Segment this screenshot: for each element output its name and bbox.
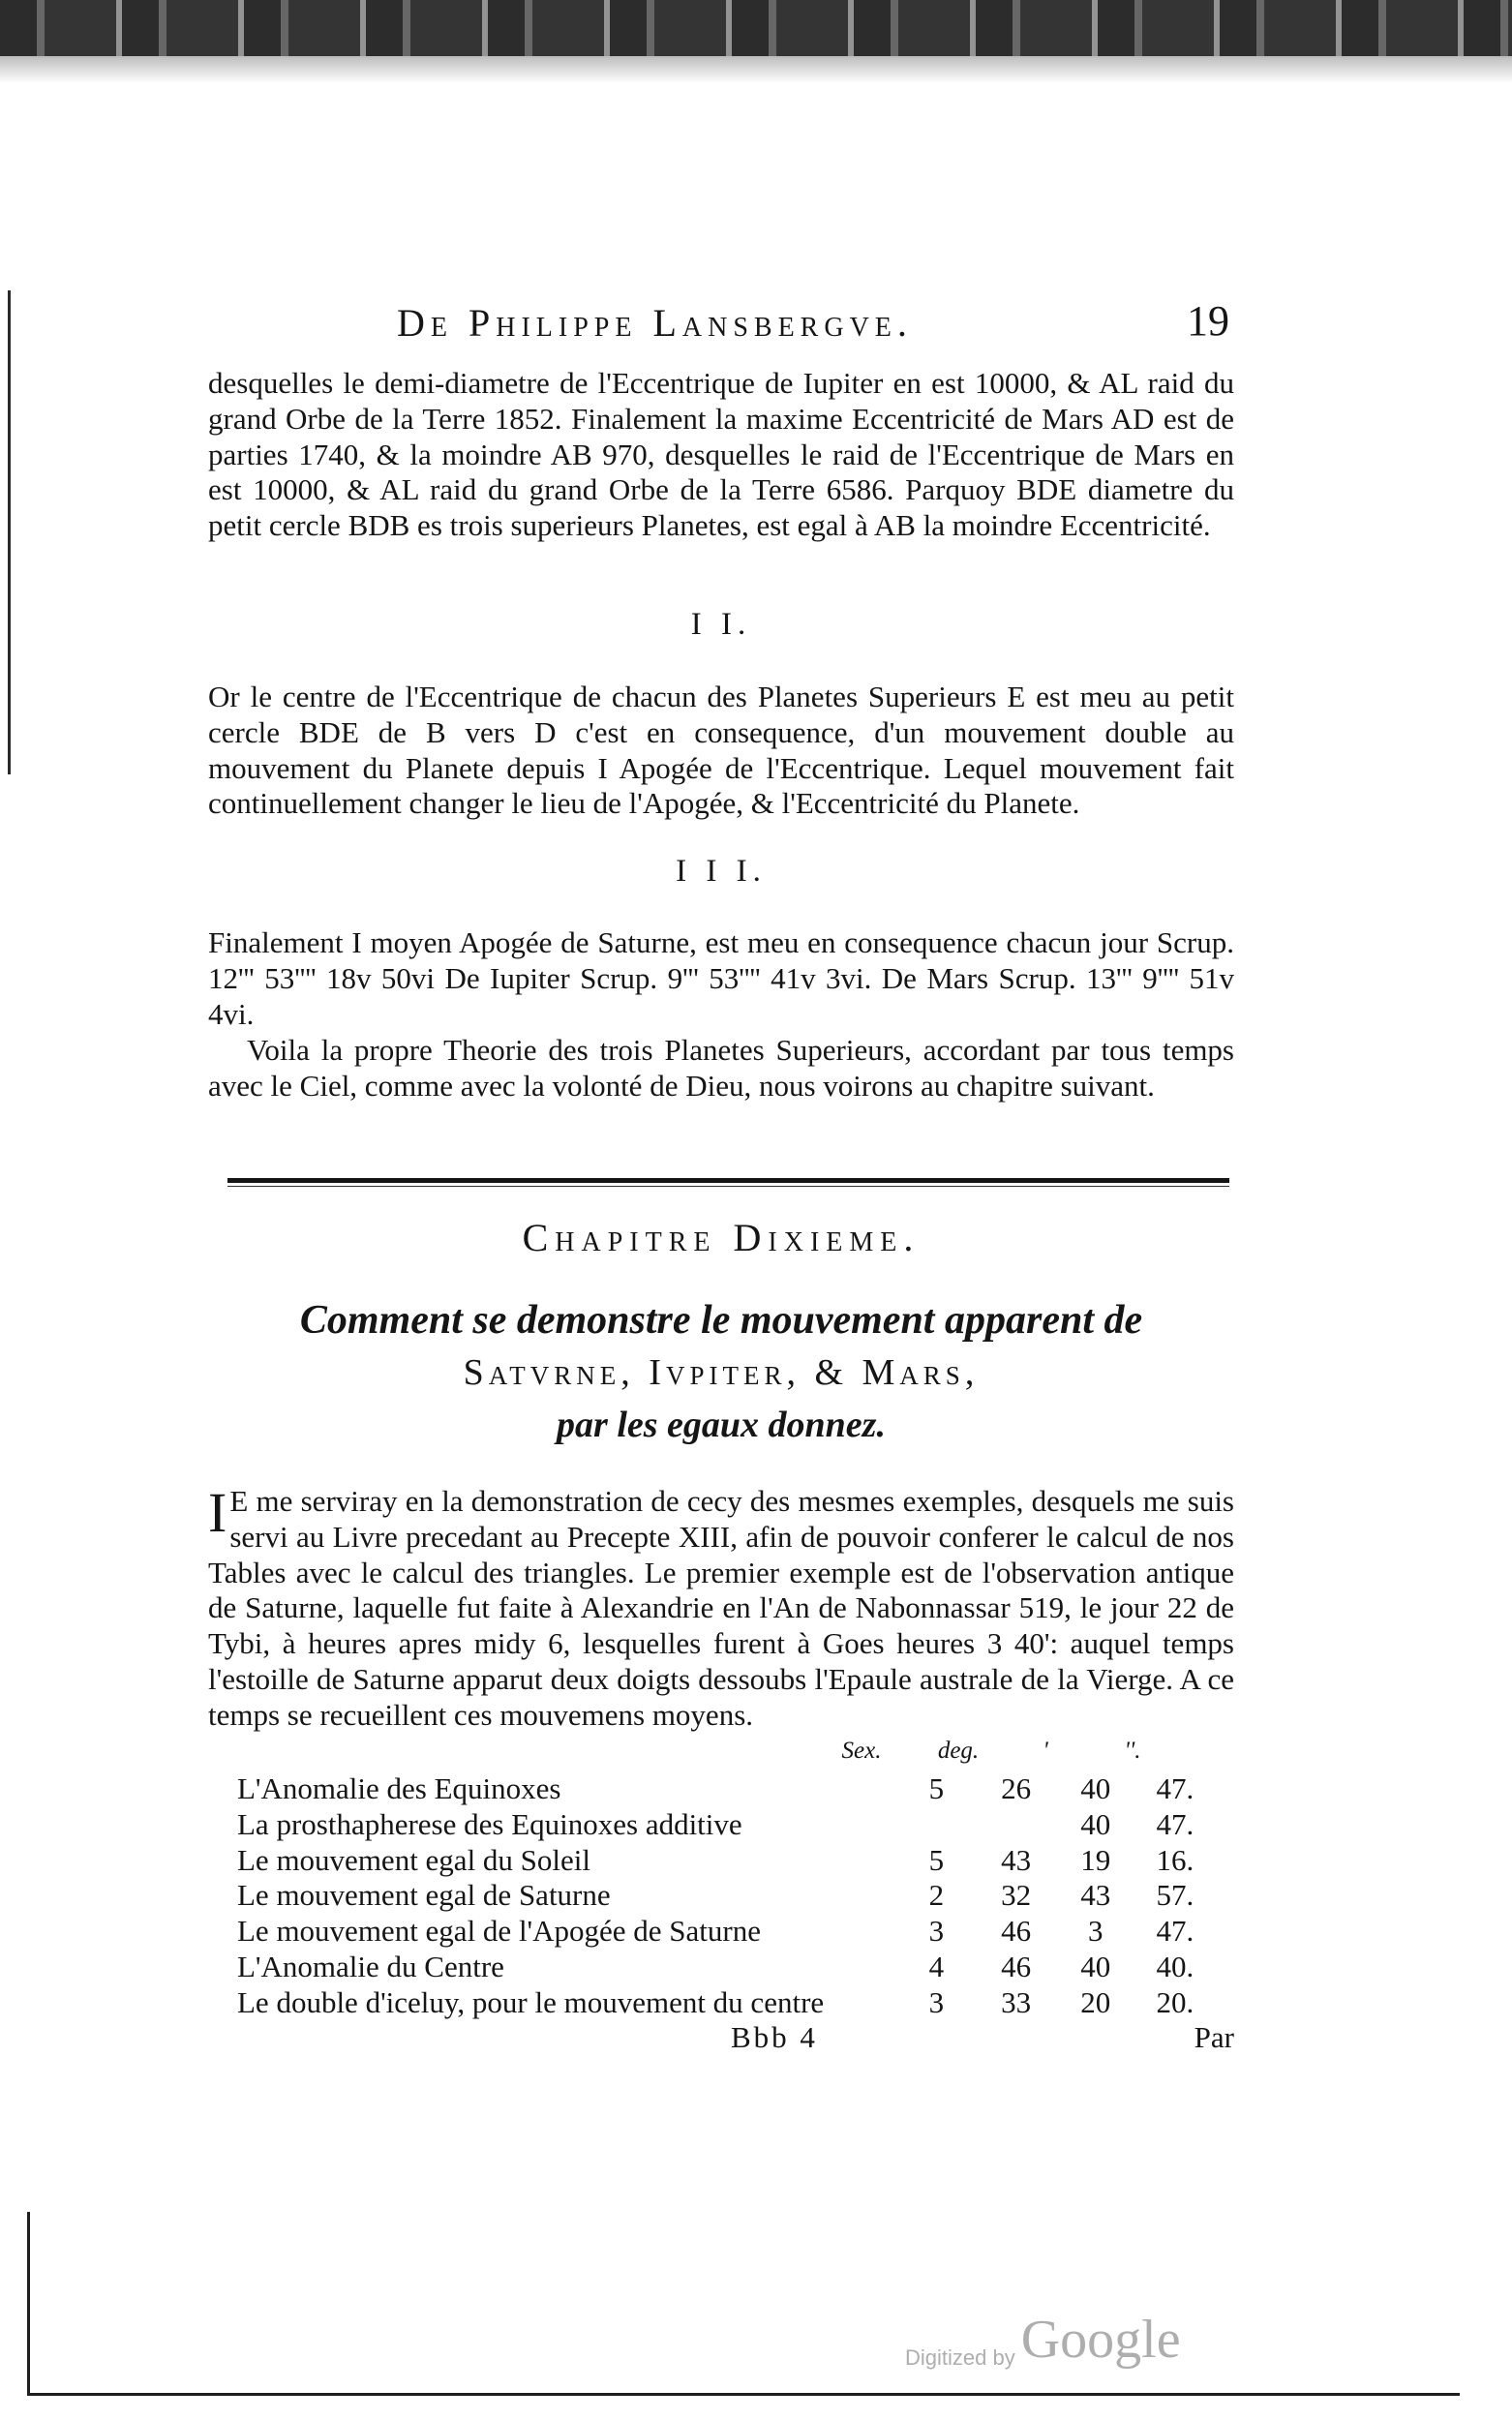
chapter-subtitle-line2: Satvrne, Ivpiter, & Mars, [463,1352,980,1393]
table-cell-label: La prosthapherese des Equinoxes additive [237,1806,742,1841]
table-cell-label: Le mouvement egal du Soleil [237,1842,591,1877]
section-number-3: I I I. [676,854,767,889]
col-head-deg: deg. [937,1738,980,1764]
table-cell-sex: 2 [928,1878,945,1913]
table-cell-deg: 32 [1001,1878,1032,1913]
table-cell-deg: 33 [1001,1984,1032,2019]
table-cell-sec: 47. [1156,1914,1194,1949]
mean-motions-table [237,1771,1215,2021]
chapter-rule-thin [227,1186,1229,1187]
chapter-rule-thick [227,1178,1229,1183]
table-row [237,1807,1215,1843]
catchword: Par [1194,2020,1234,2054]
col-head-sec: ''. [1124,1738,1141,1764]
table-cell-sec: 20. [1156,1984,1194,2019]
running-head-title: De Philippe Lansbergve. [397,301,913,345]
table-cell-deg [977,1807,1056,1843]
table-cell-min: 40 [1080,1771,1111,1805]
table-cell-sex: 3 [928,1914,945,1949]
table-cell-label: Le mouvement egal de Saturne [237,1878,611,1913]
table-cell-min: 40 [1080,1806,1111,1841]
table-cell-sec: 57. [1156,1878,1194,1913]
paragraph-1: desquelles le demi-diametre de l'Eccentrique de Iupiter en est 10000, & AL raid du grand Orbe de la Terre 1852. Finalement la maxime Eccentricité de Mars AD est de parties 1740, & la moindre AB 970, desquelles le raid de l'Eccentrique de Mars en est 10000, & AL raid du grand Orbe de la Terre 6586. Parquoy BDE diametre du petit cercle BDB es trois superieurs Planetes, est egal à AB la moindre Eccentricité. [208,366,1234,543]
table-row [237,1985,1215,2021]
digitized-watermark [905,2309,1181,2386]
table-row [237,1950,1215,1985]
table-cell-deg: 46 [1001,1949,1032,1983]
watermark-text: Digitized by [905,2345,1015,2370]
table-cell-sex: 5 [928,1842,945,1877]
table-row [237,1878,1215,1914]
table-cell-label: L'Anomalie des Equinoxes [237,1771,561,1805]
chapter-subtitle-line3: par les egaux donnez. [557,1405,886,1445]
table-cell-deg: 46 [1001,1914,1032,1949]
table-cell-sec: 47. [1156,1806,1194,1841]
table-cell-label: L'Anomalie du Centre [237,1949,504,1983]
table-cell-sex [896,1807,976,1843]
col-head-min: ' [1043,1738,1048,1764]
table-row [237,1914,1215,1950]
table-row [237,1771,1215,1807]
scan-bottom-edge [27,2393,1460,2396]
table-cell-min: 40 [1080,1949,1111,1983]
scan-top-band [0,0,1512,56]
chapter-subtitle-line1: Comment se demonstre le mouvement apparent de [299,1298,1143,1343]
table-cell-sex: 5 [928,1771,945,1805]
signature-mark: Bbb 4 [731,2020,818,2054]
table-cell-min: 19 [1080,1842,1111,1877]
table-row [237,1843,1215,1879]
scan-top-fade [0,56,1512,83]
table-cell-min: 3 [1087,1914,1104,1949]
table-cell-sex: 4 [928,1949,945,1983]
table-cell-min: 20 [1080,1984,1111,2019]
google-logo: Google [1020,2310,1181,2370]
col-head-sex: Sex. [841,1738,882,1764]
table-cell-deg: 43 [1001,1842,1032,1877]
paragraph-2: Or le centre de l'Eccentrique de chacun des Planetes Superieurs E est meu au petit cercle BDE de B vers D c'est en consequence, d'un mouvement double au mouvement du Planete depuis I Apogée de l'Eccentrique. Lequel mouvement fait continuellement changer le lieu de l'Apogée, & l'Eccentricité du Planete. [208,680,1234,821]
table-cell-label: Le double d'iceluy, pour le mouvement du centre [237,1984,825,2019]
table-cell-sec: 16. [1156,1842,1194,1877]
drop-cap: I [208,1481,227,1544]
section-number-2: I I. [690,607,752,642]
page-number: 19 [1187,297,1229,345]
table-cell-deg: 26 [1001,1771,1032,1805]
page-footer [208,2020,1234,2059]
chapter-title: Chapitre Dixieme. [522,1216,921,1259]
table-cell-min: 43 [1080,1878,1111,1913]
table-cell-sec: 47. [1156,1771,1194,1805]
scan-left-edge-bottom [27,2212,30,2396]
chapter-body-text: E me serviray en la demonstration de cecy des mesmes exemples, desquels me suis servi au Livre precedant au Precepte XIII, afin de pouvoir conferer le calcul de nos Tables avec le calcul des triangles. Le premier exemple est de l'observation antique de Saturne, laquelle fut faite à Alexandrie en l'An de Nabonnassar 519, le jour 22 de Tybi, à heures apres midy 6, lesquelles furent à Goes heures 3 40': auquel temps l'estoille de Saturne apparut deux doigts dessoubs l'Epaule australe de la Vierge. A ce temps se recueillent ces mouvemens moyens. [208,1484,1234,1732]
scan-left-edge-top [8,290,11,774]
table-cell-sex: 3 [928,1984,945,2019]
table-cell-sec: 40. [1156,1949,1194,1983]
table-cell-label: Le mouvement egal de l'Apogée de Saturne [237,1914,762,1949]
chapter-body [208,1481,1234,1734]
paragraph-3: Finalement I moyen Apogée de Saturne, est meu en consequence chacun jour Scrup. 12''' 53'''' 18v 50vi De Iupiter Scrup. 9''' 53'''' 41v 3vi. De Mars Scrup. 13''' 9'''' 51v 4vi. [208,925,1234,1031]
running-head [208,297,1229,348]
paragraph-4: Voila la propre Theorie des trois Planetes Superieurs, accordant par tous temps avec le Ciel, comme avec la volonté de Dieu, nous voirons au chapitre suivant. [208,1033,1234,1103]
